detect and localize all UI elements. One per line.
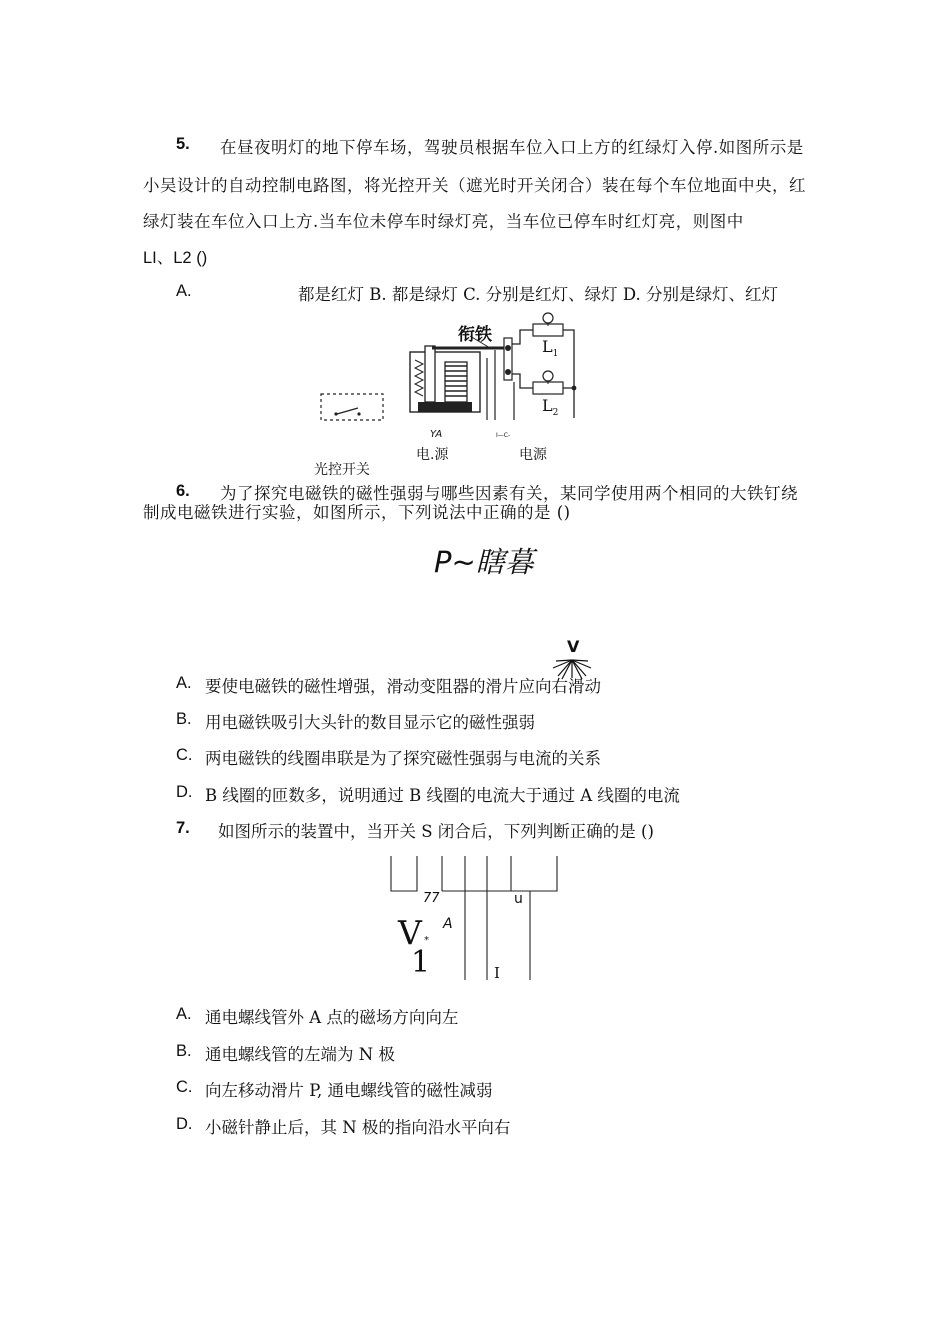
point-a-label: A (443, 916, 453, 932)
small-source-label: I—C- (496, 432, 511, 439)
label-1: 1 (411, 945, 431, 980)
pin-cluster-mark: V (567, 637, 580, 656)
lamp-l2-letter: L (542, 396, 553, 415)
question-text-line: 如图所示的装置中，当开关 S 闭合后，下列判断正确的是 () (218, 822, 654, 841)
option-letter: A. (176, 1005, 192, 1023)
options-line: 都是红灯 B. 都是绿灯 C. 分别是红灯、绿灯 D. 分别是绿灯、红灯 (298, 285, 779, 304)
label-star: * (424, 935, 429, 946)
label-u: u (514, 891, 523, 907)
armature-label: 衔铁 (458, 325, 492, 345)
option-letter: C. (176, 1078, 193, 1096)
lamp-l2-subscript: 2 (552, 408, 559, 419)
option-text: 两电磁铁的线圈串联是为了探究磁性强弱与电流的关系 (205, 749, 601, 768)
option-letter: A. (176, 674, 192, 692)
question-text-line: 绿灯装在车位入口上方.当车位未停车时绿灯亮，当车位已停车时红灯亮，则图中 (143, 212, 744, 231)
power-source-left-label: 电.源 (416, 447, 449, 463)
option-text: 通电螺线管外 A 点的磁场方向向左 (205, 1008, 459, 1027)
lamp-l1-subscript: 1 (552, 349, 559, 360)
option-text: B 线圈的匝数多，说明通过 B 线圈的电流大于通过 A 线圈的电流 (205, 786, 680, 805)
option-text: 用电磁铁吸引大头针的数目显示它的磁性强弱 (205, 713, 535, 732)
label-i: I (494, 964, 500, 982)
ya-label: YA (430, 429, 443, 440)
question-number: 6. (176, 482, 190, 500)
figure-garbled-caption: P~瞎暮 (434, 545, 534, 579)
question-text-line: 小吴设计的自动控制电路图，将光控开关（遮光时开关闭合）装在每个车位地面中央，红 (143, 176, 806, 195)
question-text-line: LI、L2 () (143, 249, 208, 267)
option-text: 向左移动滑片 P, 通电螺线管的磁性减弱 (205, 1081, 493, 1100)
question-text-line: 制成电磁铁进行实验，如图所示，下列说法中正确的是 () (143, 503, 571, 522)
option-letter: D. (176, 783, 193, 801)
question-text-line: 在昼夜明灯的地下停车场，驾驶员根据车位入口上方的红绿灯入停.如图所示是 (220, 138, 804, 157)
option-text: 通电螺线管的左端为 N 极 (205, 1045, 395, 1064)
option-text: 要使电磁铁的磁性增强，滑动变阻器的滑片应向右滑动 (205, 677, 601, 696)
power-source-right-label: 电源 (519, 447, 547, 463)
lamp-l1-letter: L (542, 337, 553, 356)
label-v: V (398, 913, 422, 952)
option-text: 小磁针静止后，其 N 极的指向沿水平向右 (205, 1118, 511, 1137)
option-letter: D. (176, 1115, 193, 1133)
question-number: 7. (176, 819, 190, 837)
option-letter: A. (176, 282, 192, 300)
option-letter: B. (176, 710, 192, 728)
light-switch-label: 光控开关 (314, 462, 370, 478)
label-77: 77 (423, 891, 440, 906)
option-letter: C. (176, 746, 193, 764)
question-number: 5. (176, 135, 190, 153)
option-letter: B. (176, 1042, 192, 1060)
question-text-line: 为了探究电磁铁的磁性强弱与哪些因素有关，某同学使用两个相同的大铁钉绕 (220, 484, 798, 503)
